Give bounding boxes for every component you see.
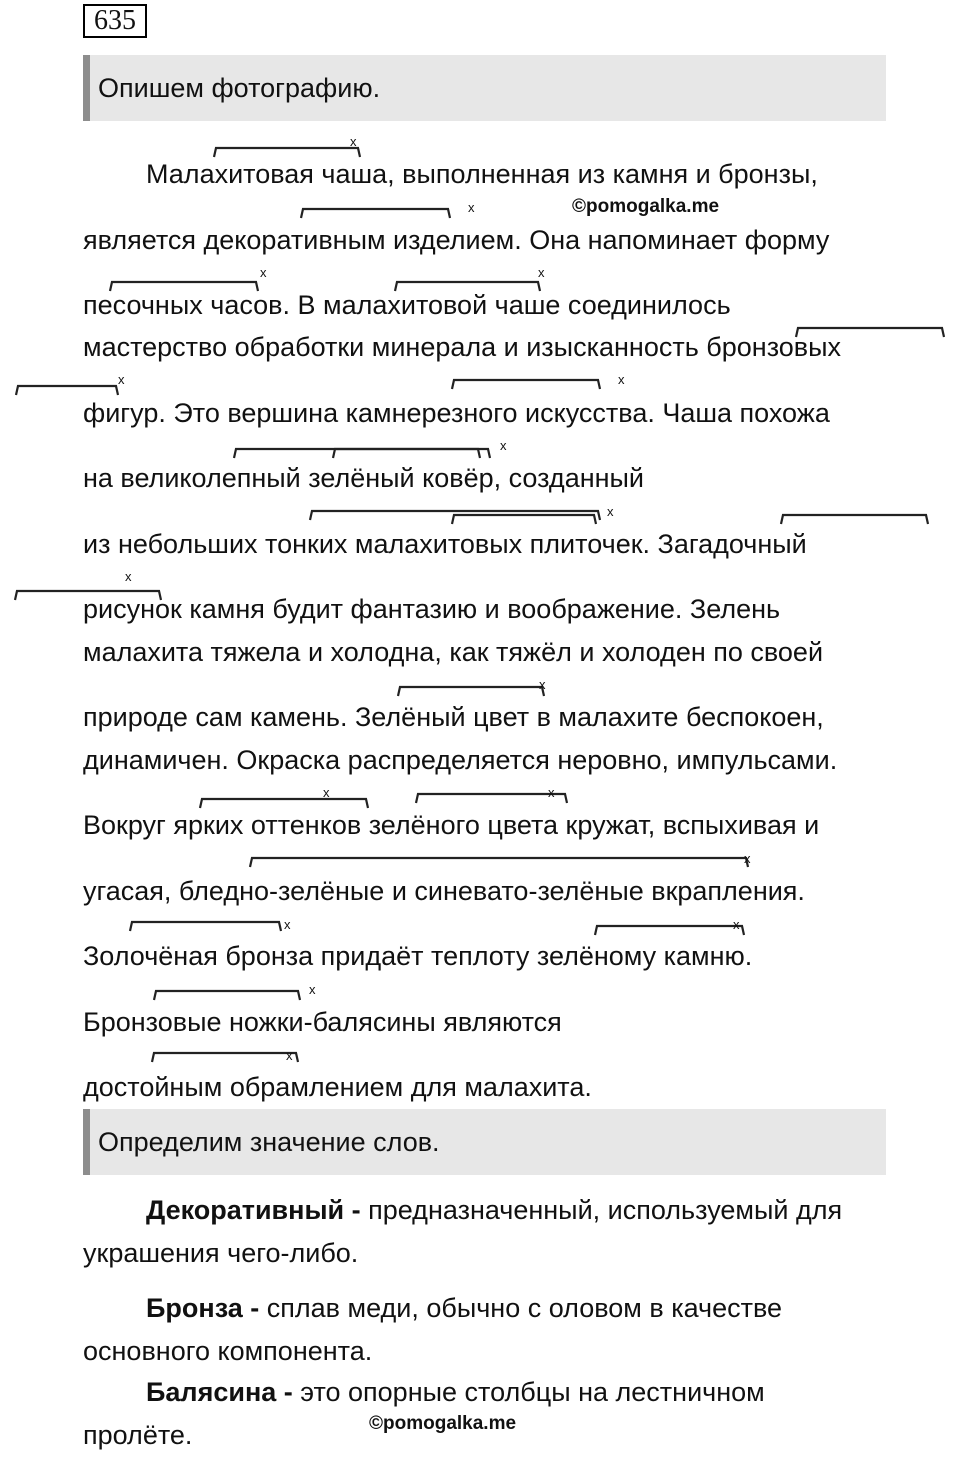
bracket (781, 515, 928, 524)
x-marker: x (500, 438, 507, 453)
section-title-text: Определим значение слов. (98, 1126, 440, 1157)
x-marker: x (284, 917, 291, 932)
section-title-definitions (83, 1109, 886, 1175)
section-title-text: Опишем фотографию. (98, 72, 381, 103)
x-marker: x (744, 851, 751, 866)
bracket (333, 449, 490, 458)
watermark-bottom: ©pomogalka.me (369, 1413, 517, 1434)
definition-line: пролёте. (83, 1420, 193, 1450)
bracket (310, 511, 600, 520)
bracket (416, 794, 567, 803)
x-marker: x (350, 134, 357, 149)
text-line: угасая, бледно-зелёные и синевато-зелёные вкрапления. (83, 876, 805, 906)
text-line: рисунок камня будит фантазию и воображение. Зелень (83, 594, 781, 624)
text-line: Малахитовая чаша, выполненная из камня и бронзы, (146, 159, 818, 189)
watermark-top: ©pomogalka.me (572, 196, 720, 217)
bracket (452, 515, 596, 524)
text-line: динамичен. Окраска распределяется неровно, импульсами. (83, 745, 838, 775)
x-marker: x (125, 569, 132, 584)
definition-term: Балясина - (146, 1377, 293, 1407)
definition-text: сплав меди, обычно с оловом в качестве (259, 1293, 783, 1323)
definition-text: предназначенный, используемый для (360, 1195, 843, 1225)
text-line: достойным обрамлением для малахита. (83, 1072, 592, 1102)
bracket (398, 687, 544, 696)
bracket (234, 449, 480, 458)
definition-line: украшения чего-либо. (83, 1238, 359, 1268)
text-line: Золочёная бронза придаёт теплоту зелёному камню. (83, 941, 753, 971)
definition-line (146, 1376, 765, 1408)
definition-line (146, 1194, 842, 1226)
x-marker: x (733, 917, 740, 932)
bracket (154, 991, 300, 1000)
x-marker: x (260, 265, 267, 280)
text-line: Бронзовые ножки-балясины являются (83, 1007, 562, 1037)
bracket (595, 926, 744, 935)
x-marker: x (538, 265, 545, 280)
bracket (16, 386, 118, 395)
definition-line (146, 1292, 782, 1324)
task-number: 635 (83, 4, 147, 38)
bracket (214, 148, 360, 157)
bracket (130, 922, 281, 931)
x-marker: x (548, 785, 555, 800)
definition-text: это опорные столбцы на лестничном (292, 1377, 765, 1407)
section-title-describe (83, 55, 886, 121)
bracket (301, 209, 450, 218)
x-marker: x (286, 1048, 293, 1063)
text-line: фигур. Это вершина камнерезного искусства. Чаша похожа (83, 398, 830, 428)
definition-term: Декоративный - (146, 1195, 361, 1225)
text-line: природе сам камень. Зелёный цвет в малахите беспокоен, (83, 702, 824, 732)
x-marker: x (539, 677, 546, 692)
text-line: является декоративным изделием. Она напоминает форму (83, 225, 830, 255)
definition-line: основного компонента. (83, 1336, 373, 1366)
x-marker: x (607, 504, 614, 519)
text-line: Вокруг ярких оттенков зелёного цвета кружат, вспыхивая и (83, 810, 820, 840)
bracket (250, 858, 748, 867)
x-marker: x (618, 372, 625, 387)
x-marker: x (468, 200, 475, 215)
x-marker: x (323, 785, 330, 800)
definition-term: Бронза - (146, 1293, 260, 1323)
x-marker: x (118, 372, 125, 387)
text-line: мастерство обработки минерала и изысканность бронзовых (83, 332, 842, 362)
text-line: песочных часов. В малахитовой чаше соединилось (83, 290, 731, 320)
bracket (200, 799, 368, 808)
text-line: малахита тяжела и холодна, как тяжёл и холоден по своей (83, 637, 824, 667)
text-line: на великолепный зелёный ковёр, созданный (83, 463, 645, 493)
bracket (452, 380, 600, 389)
bracket (152, 1053, 298, 1062)
x-marker: x (309, 982, 316, 997)
text-line: из небольших тонких малахитовых плиточек. Загадочный (83, 529, 807, 559)
